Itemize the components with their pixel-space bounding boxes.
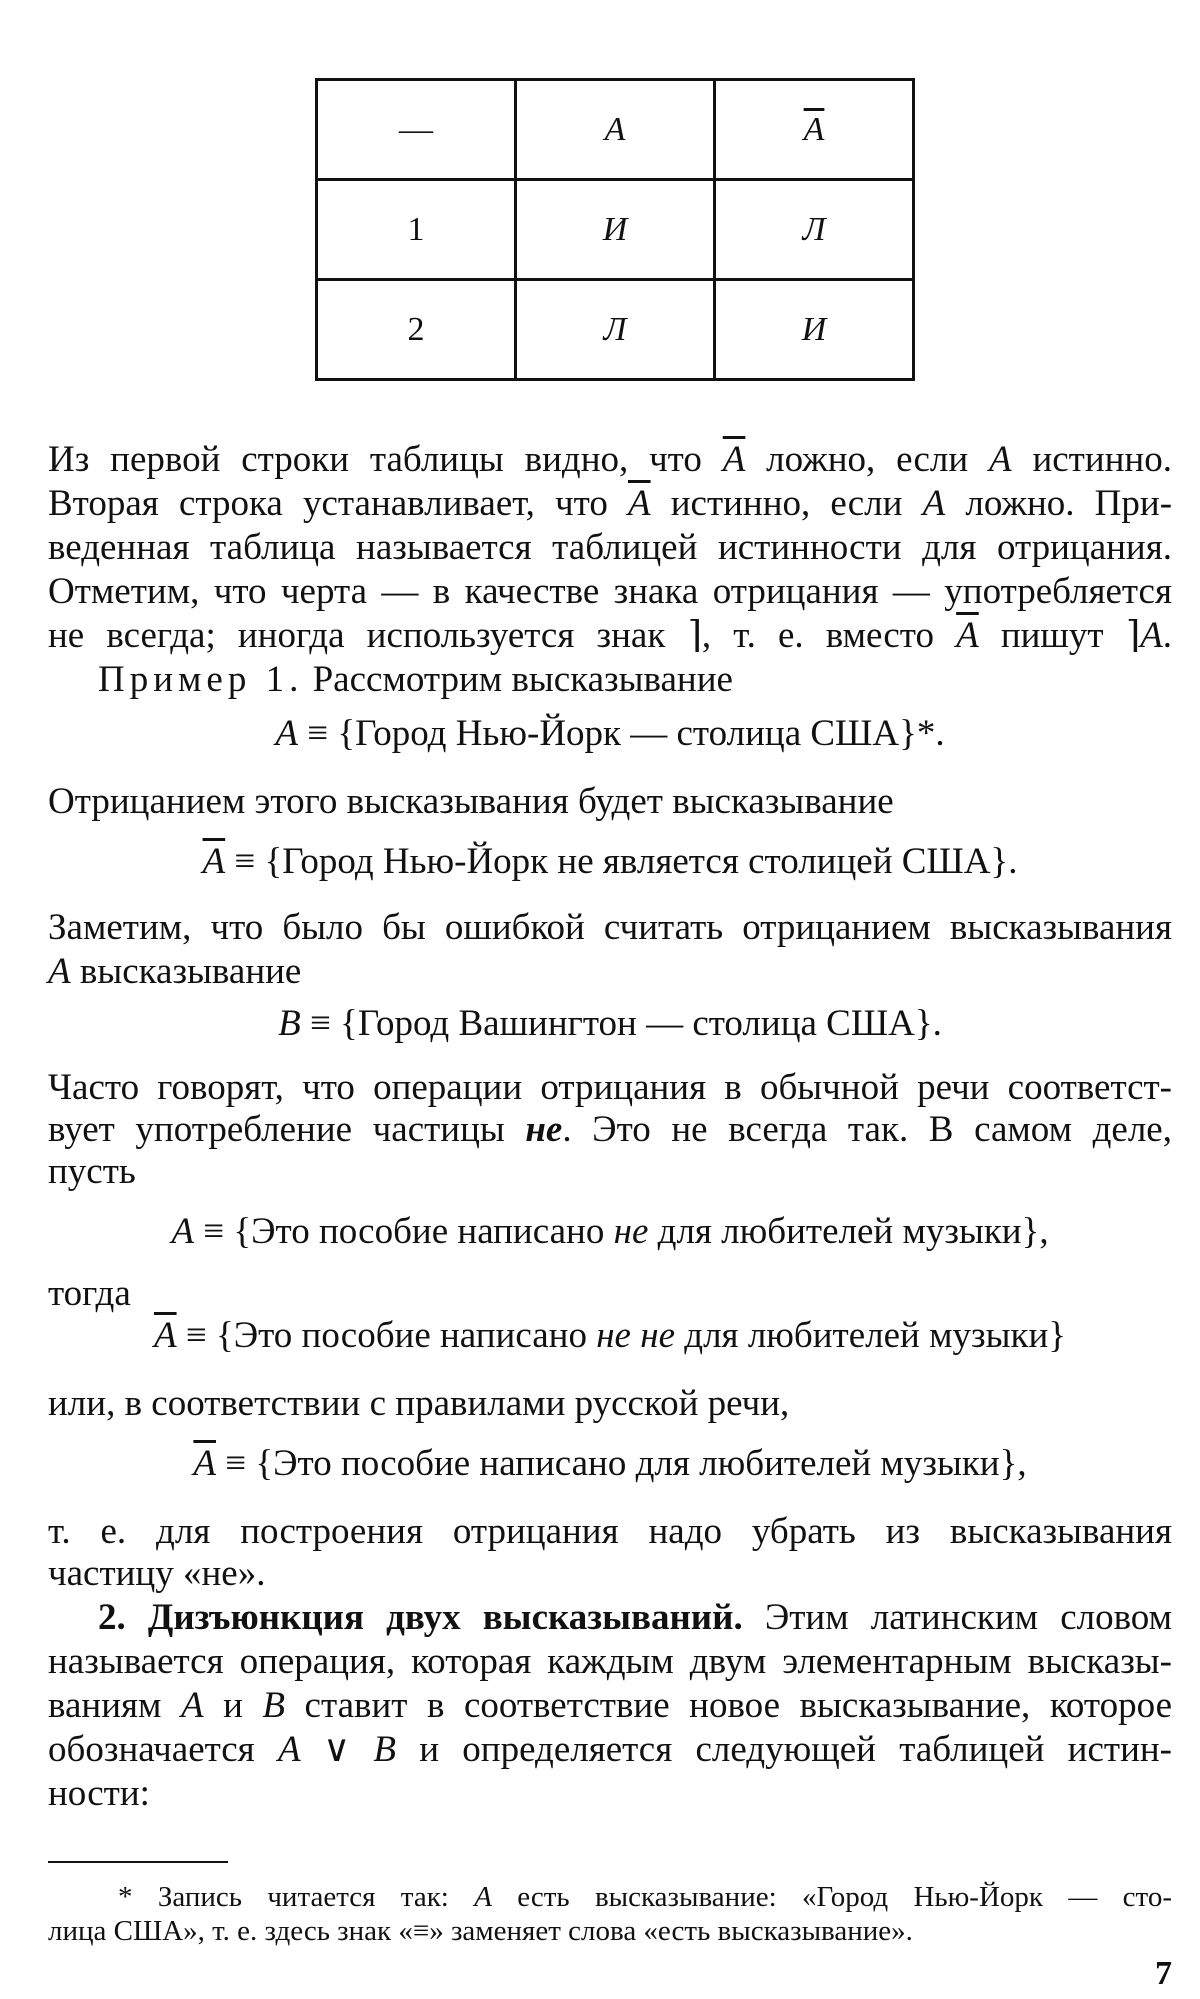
footnote-line: * Запись читается так: A есть высказывание: «Город Нью-Йорк — сто-	[118, 1881, 1172, 1913]
formula: $\overline{A} \equiv \{Это$ пособие написано не не для любителей музыки}	[153, 1315, 1067, 1356]
formula: $\overline{A} \equiv \{Это$ пособие написано для любителей музыки},	[193, 1443, 1027, 1484]
table-cell: Л	[516, 280, 715, 380]
table-cell: Л	[715, 180, 914, 280]
table-row	[317, 180, 914, 280]
table-cell: 1	[317, 180, 516, 280]
paragraph-line: Из первой строки таблицы видно, что $\overline{A}$ ложно, если A истинно.	[48, 439, 1172, 480]
footnote-divider	[48, 1861, 228, 1863]
paragraph-line: или, в соответствии с правилами русской речи,	[48, 1383, 790, 1424]
paragraph-line: Заметим, что было бы ошибкой считать отрицанием высказывания	[48, 907, 1172, 948]
paragraph-line: называется операция, которая каждым двум элементарным высказы-	[48, 1641, 1172, 1682]
section-heading: 2. Дизъюнкция двух высказываний.	[98, 1597, 743, 1638]
paragraph-line: ваниям A и B ставит в соответствие новое высказывание, которое	[48, 1685, 1172, 1726]
section-heading-line: 2. Дизъюнкция двух высказываний. Этим латинским словом	[98, 1597, 1173, 1638]
paragraph-line: Отметим, что черта — в качестве знака отрицания — употребляется	[48, 571, 1172, 612]
paragraph-line: Вторая строка устанавливает, что $\overline{A}$ истинно, если A ложно. При-	[48, 483, 1173, 524]
paragraph-line: Часто говорят, что операции отрицания в обычной речи соответст-	[48, 1067, 1172, 1108]
footnote-line: лица США», т. е. здесь знак «≡» заменяет слова «есть высказывание».	[48, 1915, 913, 1947]
paragraph-line: пусть	[48, 1151, 136, 1192]
formula: B ≡ {Город Вашингтон — столица США}.	[278, 1003, 942, 1044]
formula: $\overline{A}$ ≡ {Город Нью-Йорк не является столицей США}.	[202, 841, 1018, 882]
table-header-cell: —	[317, 80, 516, 180]
page-number: 7	[1155, 1955, 1172, 1992]
table-row	[317, 80, 914, 180]
paragraph-line: веденная таблица называется таблицей истинности для отрицания.	[48, 527, 1172, 568]
paragraph-line: частицу «не».	[48, 1553, 266, 1594]
paragraph-line: вует употребление частицы не. Это не всегда так. В самом деле,	[48, 1109, 1172, 1150]
table-cell: И	[715, 280, 914, 380]
paragraph-line: ности:	[48, 1773, 150, 1814]
paragraph-line: A высказывание	[48, 951, 302, 992]
example-line: Пример 1. Рассмотрим высказывание	[98, 659, 733, 700]
negation-truth-table	[315, 78, 915, 381]
table-row	[317, 280, 914, 380]
example-label: Пример 1.	[98, 659, 304, 700]
table-cell: 2	[317, 280, 516, 380]
paragraph-line: обозначается A ∨ B и определяется следующей таблицей истин-	[48, 1729, 1172, 1770]
table-cell: И	[516, 180, 715, 280]
paragraph-line: Отрицанием этого высказывания будет высказывание	[48, 781, 894, 822]
formula: A ≡ {Это пособие написано не для любителей музыки},	[171, 1211, 1049, 1252]
paragraph-line: тогда	[48, 1273, 131, 1314]
paragraph-line: не всегда; иногда используется знак ⌉, т. е. вместо $\overline{A}$ пишут ⌉A.	[48, 615, 1173, 656]
table-header-cell: A	[516, 80, 715, 180]
formula: A ≡ {Город Нью-Йорк — столица США}*.	[275, 713, 945, 754]
table-header-cell: $\overline{A}$	[715, 80, 914, 180]
paragraph-line: т. е. для построения отрицания надо убрать из высказывания	[48, 1511, 1172, 1552]
